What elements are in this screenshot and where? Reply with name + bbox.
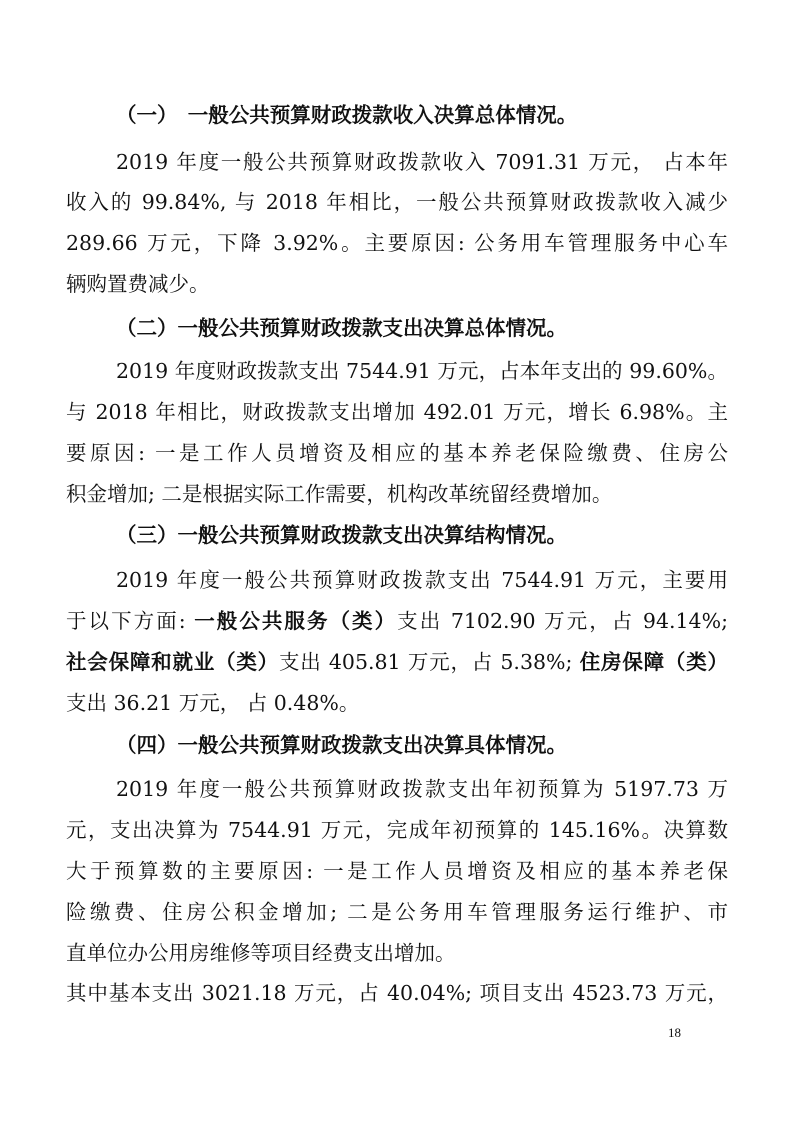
- paragraph-line: 险缴费、住房公积金增加; 二是公务用车管理服务运行维护、市: [66, 900, 728, 924]
- paragraph-line: [66, 607, 728, 635]
- category-housing: 住房保障（类）: [579, 650, 729, 674]
- page-number: 18: [668, 1025, 681, 1040]
- text-span: 于以下方面:: [66, 609, 195, 633]
- paragraph-line: 与 2018 年相比，财政拨款支出增加 492.01 万元，增长 6.98%。主: [66, 400, 728, 424]
- text-span: 支出 7102.90 万元，占 94.14%;: [397, 609, 728, 633]
- paragraph-line: 支出 36.21 万元， 占 0.48%。: [66, 691, 360, 715]
- paragraph-line: 直单位办公用房维修等项目经费支出增加。: [66, 941, 456, 965]
- paragraph-line: 元，支出决算为 7544.91 万元，完成年初预算的 145.16%。决算数: [66, 818, 728, 842]
- paragraph-line: 2019 年度一般公共预算财政拨款支出 7544.91 万元，主要用: [116, 568, 728, 592]
- paragraph-line: 其中基本支出 3021.18 万元，占 40.04%; 项目支出 4523.73 万元，: [66, 981, 728, 1005]
- category-social-security: 社会保障和就业（类）: [66, 650, 279, 674]
- paragraph-line: 收入的 99.84%, 与 2018 年相比，一般公共预算财政拨款收入减少: [66, 190, 728, 214]
- paragraph-line: 要原因: 一是工作人员增资及相应的基本养老保险缴费、住房公: [66, 441, 728, 465]
- section-heading-2: （二）一般公共预算财政拨款支出决算总体情况。: [116, 316, 567, 340]
- paragraph-line: 积金增加; 二是根据实际工作需要，机构改革统留经费增加。: [66, 482, 613, 506]
- paragraph-line: 大于预算数的主要原因: 一是工作人员增资及相应的基本养老保: [66, 859, 728, 883]
- category-general-public-services: 一般公共服务（类）: [194, 609, 398, 633]
- text-span: 支出 405.81 万元，占 5.38%;: [278, 650, 580, 674]
- paragraph-line: [66, 648, 728, 676]
- paragraph-line: 2019 年度财政拨款支出 7544.91 万元，占本年支出的 99.60%。: [116, 359, 728, 383]
- paragraph-line: 289.66 万元，下降 3.92%。主要原因: 公务用车管理服务中心车: [66, 231, 728, 255]
- section-heading-1: （一） 一般公共预算财政拨款收入决算总体情况。: [116, 103, 578, 127]
- section-heading-3: （三）一般公共预算财政拨款支出决算结构情况。: [116, 523, 567, 547]
- paragraph-line: 2019 年度一般公共预算财政拨款支出年初预算为 5197.73 万: [116, 777, 728, 801]
- paragraph-line: 2019 年度一般公共预算财政拨款收入 7091.31 万元， 占本年: [116, 150, 728, 174]
- paragraph-line: 辆购置费减少。: [66, 272, 210, 296]
- section-heading-4: （四）一般公共预算财政拨款支出决算具体情况。: [116, 733, 567, 757]
